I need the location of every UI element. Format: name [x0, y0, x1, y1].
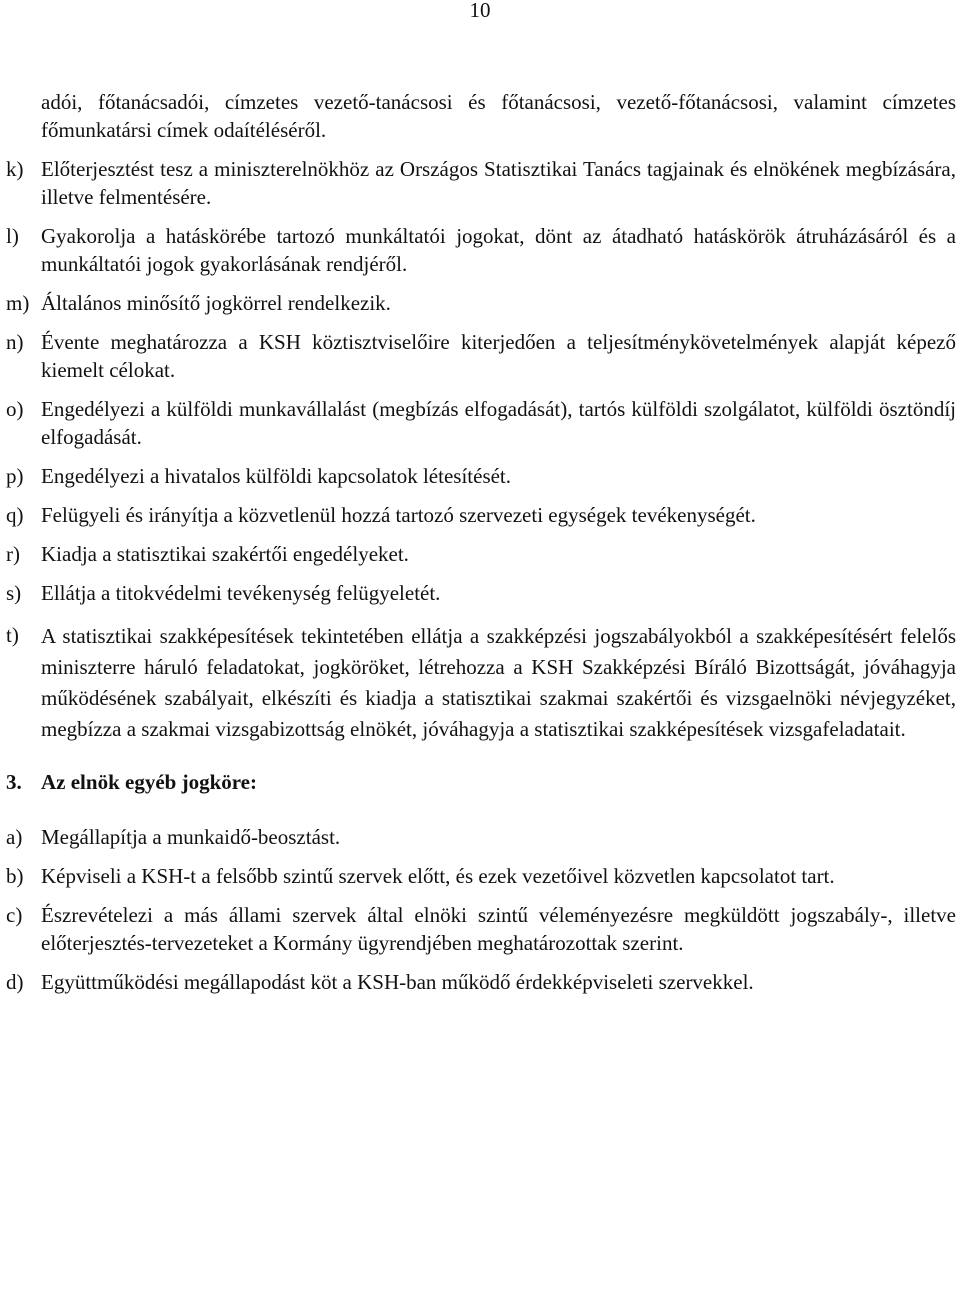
list-item-label: a) [6, 825, 23, 849]
list-item-text: Általános minősítő jogkörrel rendelkezik. [41, 291, 391, 315]
list-item-text: A statisztikai szakképesítések tekintetében ellátja a szakképzési jogszabályokból a szakképesítésért felelős miniszterre háruló feladatokat, jogköröket, létrehozza a KSH Szakképzési Bíráló Bizottságát, jóváhagyja működésének szabályait, elkészíti és kiadja a statisztikai szakmai szakértői és vizsgaelnöki névjegyzéket, megbízza a szakmai vizsgabizottság elnökét, jóváhagyja a statisztikai szakképesítések vizsgafeladatait. [41, 624, 956, 741]
list-item-c [6, 901, 956, 957]
list-item-label: k) [6, 157, 24, 181]
list-item-label: b) [6, 864, 24, 888]
list-item-text: Engedélyezi a hivatalos külföldi kapcsolatok létesítését. [41, 464, 512, 488]
list-item-label: c) [6, 903, 23, 927]
list-item-a [6, 823, 956, 851]
list-item-text: Megállapítja a munkaidő-beosztást. [41, 825, 341, 849]
list-item-b [6, 862, 956, 890]
list-item-s [6, 579, 956, 607]
list-item-n [6, 328, 956, 384]
section-number: 3. [6, 770, 22, 794]
list-item-text: Gyakorolja a hatáskörébe tartozó munkáltatói jogokat, dönt az átadható hatáskörök átruházásáról és a munkáltatói jogok gyakorlásának rendjéről. [41, 224, 956, 276]
list-item-r [6, 540, 956, 568]
list-item-text: Képviseli a KSH-t a felsőbb szintű szervek előtt, és ezek vezetőivel közvetlen kapcsolatot tart. [41, 864, 835, 888]
list-item-text: Engedélyezi a külföldi munkavállalást (megbízás elfogadását), tartós külföldi szolgálatot, külföldi ösztöndíj elfogadását. [41, 397, 956, 449]
list-item-label: t) [6, 623, 19, 647]
list-item-label: o) [6, 397, 24, 421]
list-item-text: Előterjesztést tesz a miniszterelnökhöz az Országos Statisztikai Tanács tagjainak és elnökének megbízására, illetve felmentésére. [41, 157, 956, 209]
list-item-label: p) [6, 464, 24, 488]
list-item-text: Felügyeli és irányítja a közvetlenül hozzá tartozó szervezeti egységek tevékenységét. [41, 503, 756, 527]
list-item-t [6, 621, 956, 745]
list-item-l [6, 222, 956, 278]
list-item-text: Ellátja a titokvédelmi tevékenység felügyeletét. [41, 581, 441, 605]
list-item-label: n) [6, 330, 24, 354]
document-body [6, 88, 956, 1007]
list-item-text: Együttműködési megállapodást köt a KSH-ban működő érdekképviseleti szervekkel. [41, 970, 754, 994]
list-item-label: l) [6, 224, 19, 248]
list-item-text: Évente meghatározza a KSH köztisztviselőire kiterjedően a teljesítménykövetelmények alapját képező kiemelt célokat. [41, 330, 956, 382]
list-item-p [6, 462, 956, 490]
list-item-label: q) [6, 503, 24, 527]
list-item-label: s) [6, 581, 22, 605]
list-item-o [6, 395, 956, 451]
list-item-label: m) [6, 291, 30, 315]
list-item-text: Észrevételezi a más állami szervek által elnöki szintű véleményezésre megküldött jogszabály-, illetve előterjesztés-tervezeteket a Kormány ügyrendjében meghatározottak szerint. [41, 903, 956, 955]
list-item-d [6, 968, 956, 996]
list-item-k [6, 155, 956, 211]
list-item-text: Kiadja a statisztikai szakértői engedélyeket. [41, 542, 409, 566]
page-number: 10 [469, 0, 491, 22]
list-item-m [6, 289, 956, 317]
list-item-label: d) [6, 970, 24, 994]
section-heading [6, 768, 956, 796]
list-item-q [6, 501, 956, 529]
list-item-label: r) [6, 542, 20, 566]
section-title: Az elnök egyéb jogköre: [41, 770, 257, 794]
continuation-paragraph: adói, főtanácsadói, címzetes vezető-tanácsosi és főtanácsosi, vezető-főtanácsosi, valamint címzetes főmunkatársi címek odaítéléséről. [41, 90, 956, 142]
